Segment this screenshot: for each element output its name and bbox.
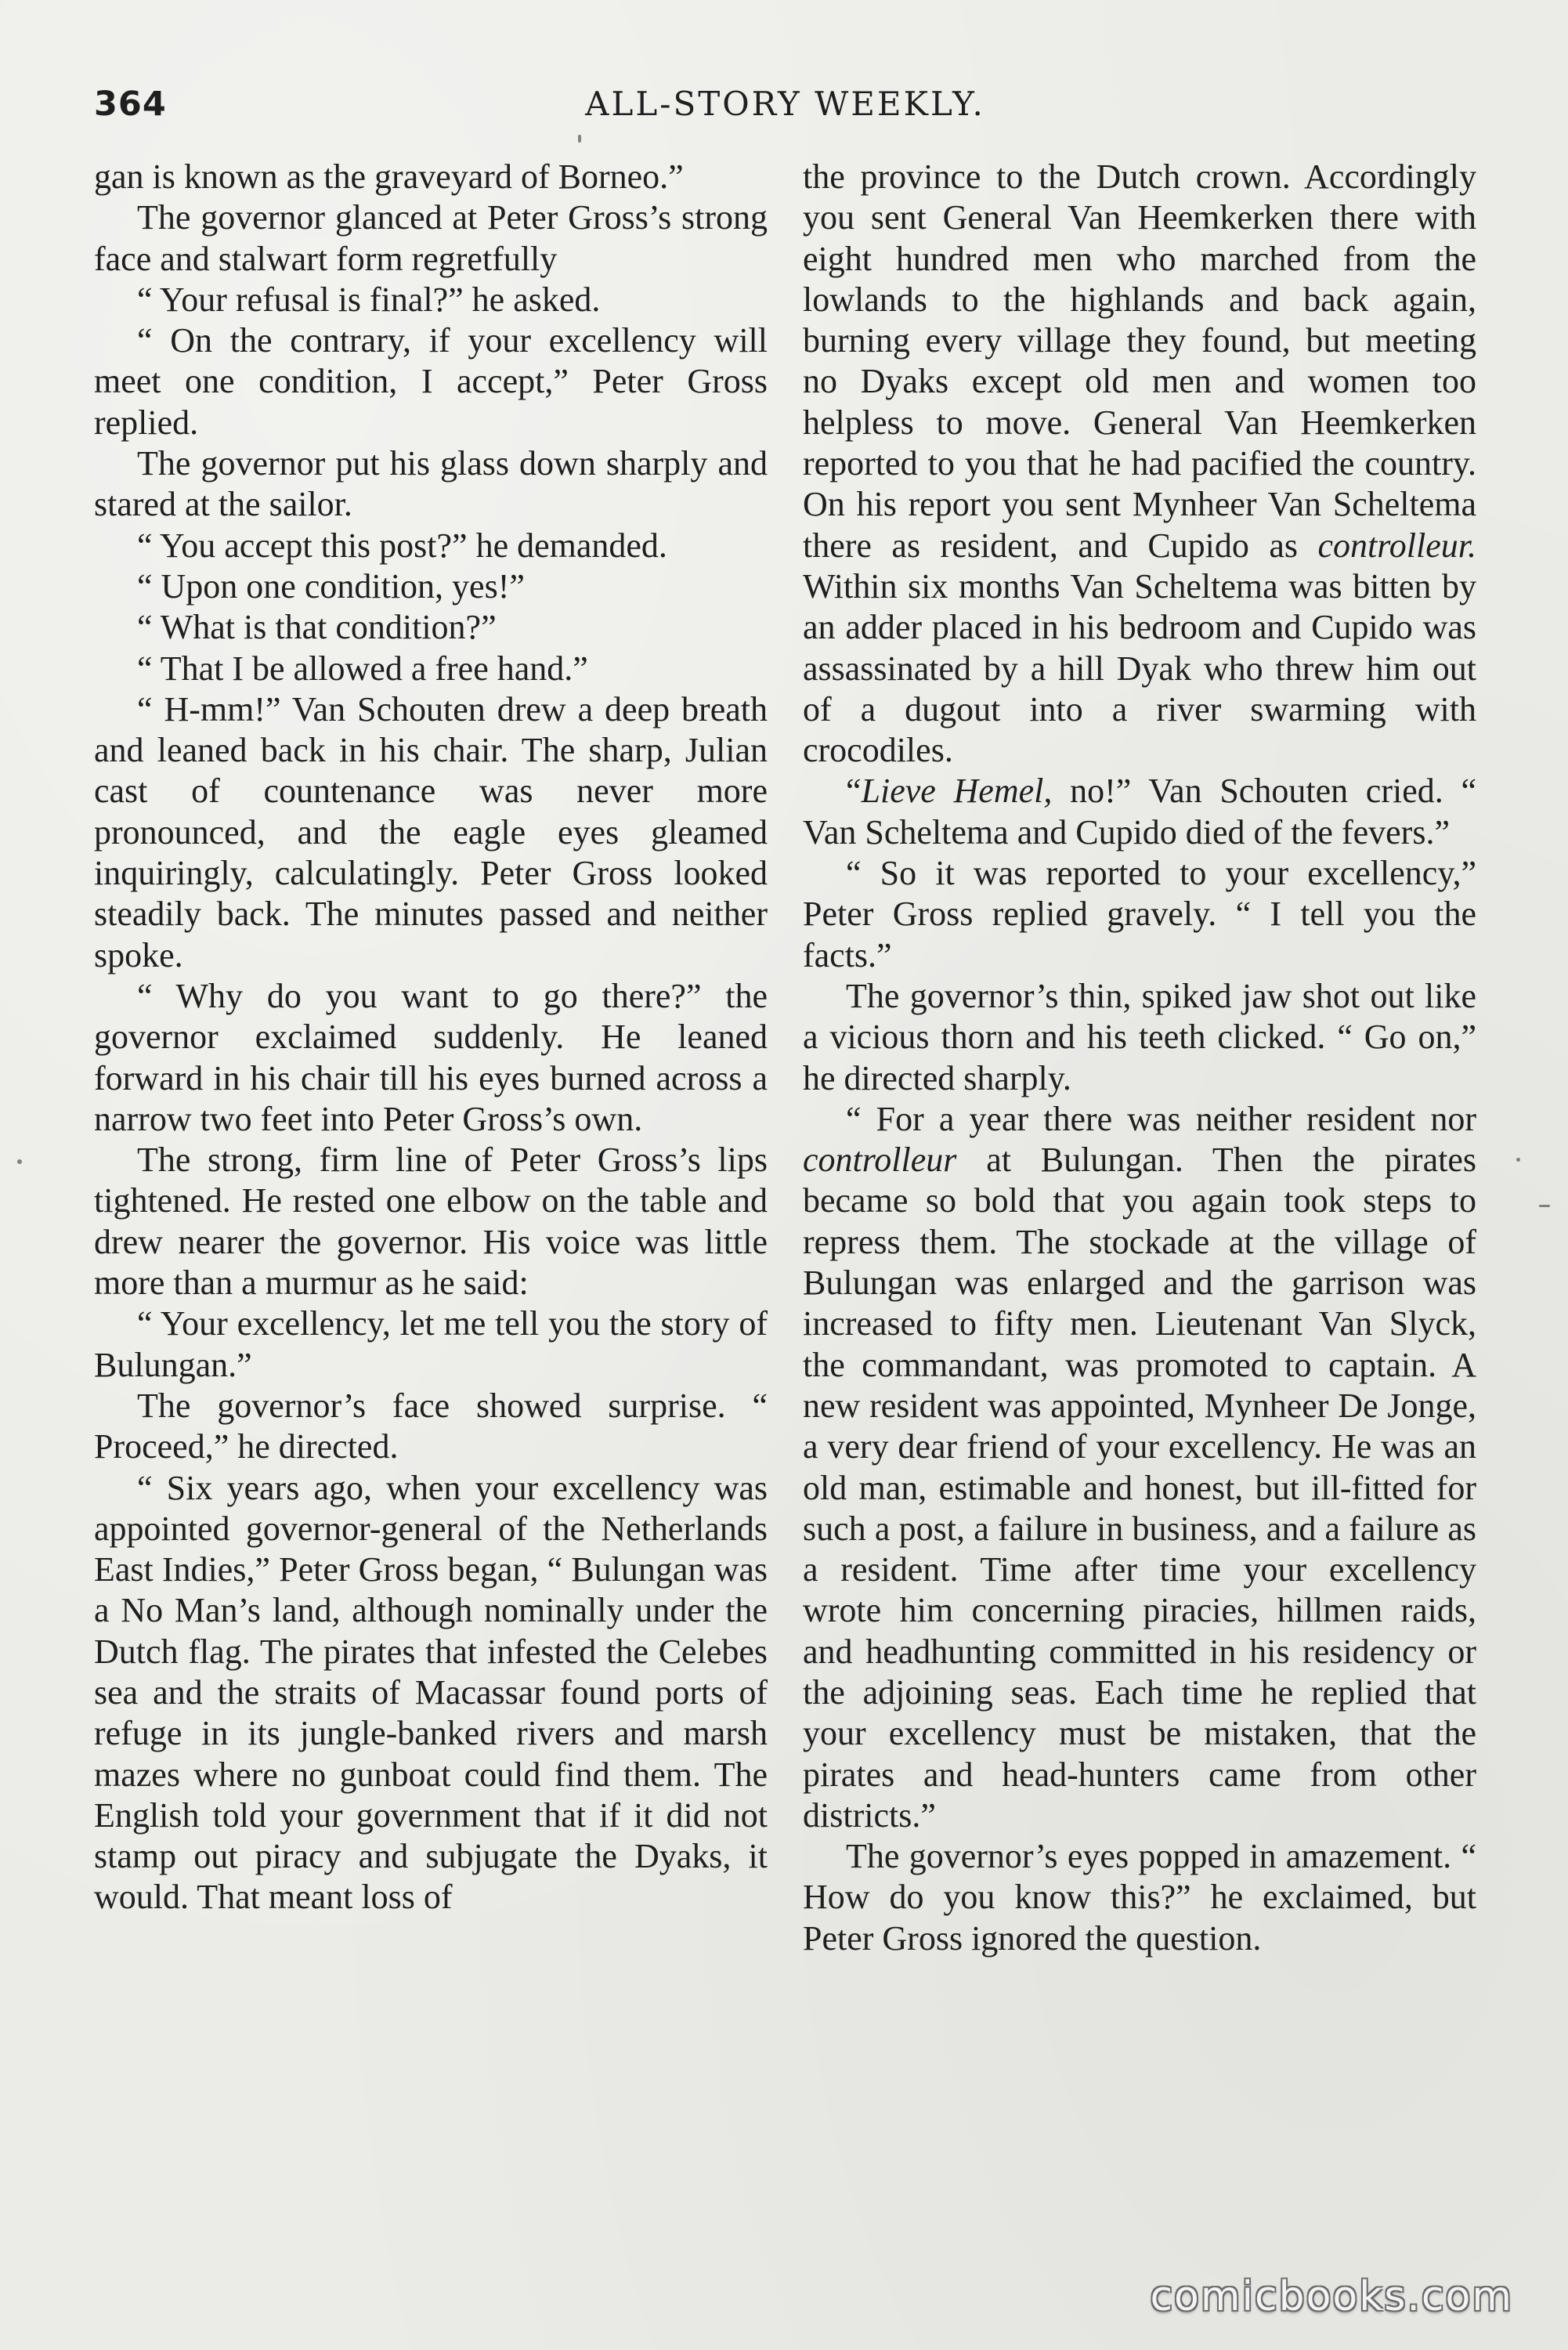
text-run: at Bulungan. Then the pirates became so bold that you again took steps to repress them. The stockade at the village of Bulungan was enlarged and the garrison was increased to fifty men. Lieutenant Van Slyck, the commandant, was promoted to captain. A new resident was appointed, Mynheer De Jonge, a very dear friend of your excellency. He was an old man, estimable and honest, but ill-fitted for such a post, a failure in business, and a failure as a resident. Time after time your excellency wrote him concerning piracies, hillmen raids, and headhunting committed in his residency or the adjoining seas. Each time he replied that your excellency must be mistaken, that the pirates and head-hunters came from other districts.” xyxy=(803,1141,1476,1835)
italic-term: controlleur xyxy=(803,1141,957,1180)
italic-exclamation: Lieve Hemel, xyxy=(861,772,1053,811)
paragraph: “ What is that condition?” xyxy=(137,608,497,647)
watermark-logo: comicbooks.com xyxy=(1150,2273,1513,2320)
paragraph: “ On the contrary, if your excellency will meet one condition, I accept,” Peter Gross replied. xyxy=(94,321,768,442)
paragraph: The governor’s thin, spiked jaw shot out like a vicious thorn and his teeth clicked. “ Go on,” he directed sharply. xyxy=(803,976,1476,1097)
paragraph: “ You accept this post?” he demanded. xyxy=(137,526,667,565)
paragraph xyxy=(803,157,1476,771)
paragraph: gan is known as the graveyard of Borneo.” xyxy=(94,157,684,196)
print-speck xyxy=(578,135,581,143)
paragraph: “ Why do you want to go there?” the governor exclaimed suddenly. He leaned forward in his chair till his eyes burned across a narrow two feet into Peter Gross’s own. xyxy=(94,976,768,1138)
paragraph: “ Six years ago, when your excellency was appointed governor-general of the Netherlands East Indies,” Peter Gross began, “ Bulungan was a No Man’s land, although nominally under the Dutch flag. The pirates that infested the Celebes sea and the straits of Macassar found ports of refuge in its jungle-banked rivers and marsh mazes where no gunboat could find them. The English told your government that if it did not stamp out piracy and subjugate the Dyaks, it would. That meant loss of xyxy=(94,1468,768,1917)
text-run: the province to the Dutch crown. Accordingly you sent General Van Heemkerken there with eight hundred men who marched from the lowlands to the highlands and back again, burning every village they found, but meeting no Dyaks except old men and women too helpless to move. General Van Heemkerken reported to you that he had pacified the country. On his report you sent Mynheer Van Scheltema there as resident, and Cupido as xyxy=(803,157,1476,565)
paragraph xyxy=(803,771,1476,853)
paragraph: “ Upon one condition, yes!” xyxy=(137,566,525,606)
open-quote: “ xyxy=(846,772,862,811)
paragraph: The governor’s eyes popped in amazement. “ How do you know this?” he exclaimed, but Peter Gross ignored the question. xyxy=(803,1837,1476,1958)
page-number: 364 xyxy=(94,85,167,124)
paragraph: “ That I be allowed a free hand.” xyxy=(137,649,588,688)
text-run: “ For a year there was neither resident nor xyxy=(846,1099,1476,1138)
running-title: ALL-STORY WEEKLY. xyxy=(585,85,985,123)
text-run: no!” Van Schouten cried. “ Van Scheltema and Cupido died of the fevers.” xyxy=(803,772,1476,851)
text-run: Within six months Van Scheltema was bitten by an adder placed in his bedroom and Cupido was assassinated by a hill Dyak who threw him out of a dugout into a river swarming with crocodiles. xyxy=(803,566,1476,770)
paragraph: The governor put his glass down sharply and stared at the sailor. xyxy=(94,444,768,524)
print-speck xyxy=(17,1159,22,1164)
left-column xyxy=(94,157,768,2272)
paragraph: The governor’s face showed surprise. “ Proceed,” he directed. xyxy=(94,1386,768,1466)
right-column xyxy=(803,157,1476,2272)
print-speck xyxy=(1516,1158,1520,1162)
italic-term: controlleur. xyxy=(1317,526,1476,565)
paragraph: The strong, firm line of Peter Gross’s lips tightened. He rested one elbow on the table and drew nearer the governor. His voice was little more than a murmur as he said: xyxy=(94,1141,768,1303)
paragraph: The governor glanced at Peter Gross’s strong face and stalwart form regretfully xyxy=(94,198,768,278)
print-speck xyxy=(1539,1205,1550,1207)
page-header xyxy=(94,85,1476,132)
paragraph: “ Your refusal is final?” he asked. xyxy=(137,280,601,319)
paragraph xyxy=(803,1099,1476,1836)
paragraph: “ Your excellency, let me tell you the story of Bulungan.” xyxy=(94,1304,768,1384)
paragraph: “ So it was reported to your excellency,” Peter Gross replied gravely. “ I tell you the facts.” xyxy=(803,854,1476,974)
paragraph: “ H-mm!” Van Schouten drew a deep breath and leaned back in his chair. The sharp, Julian cast of countenance was never more pronounced, and the eagle eyes gleamed inquiringly, calculatingly. Peter Gross looked steadily back. The minutes passed and neither spoke. xyxy=(94,689,768,974)
